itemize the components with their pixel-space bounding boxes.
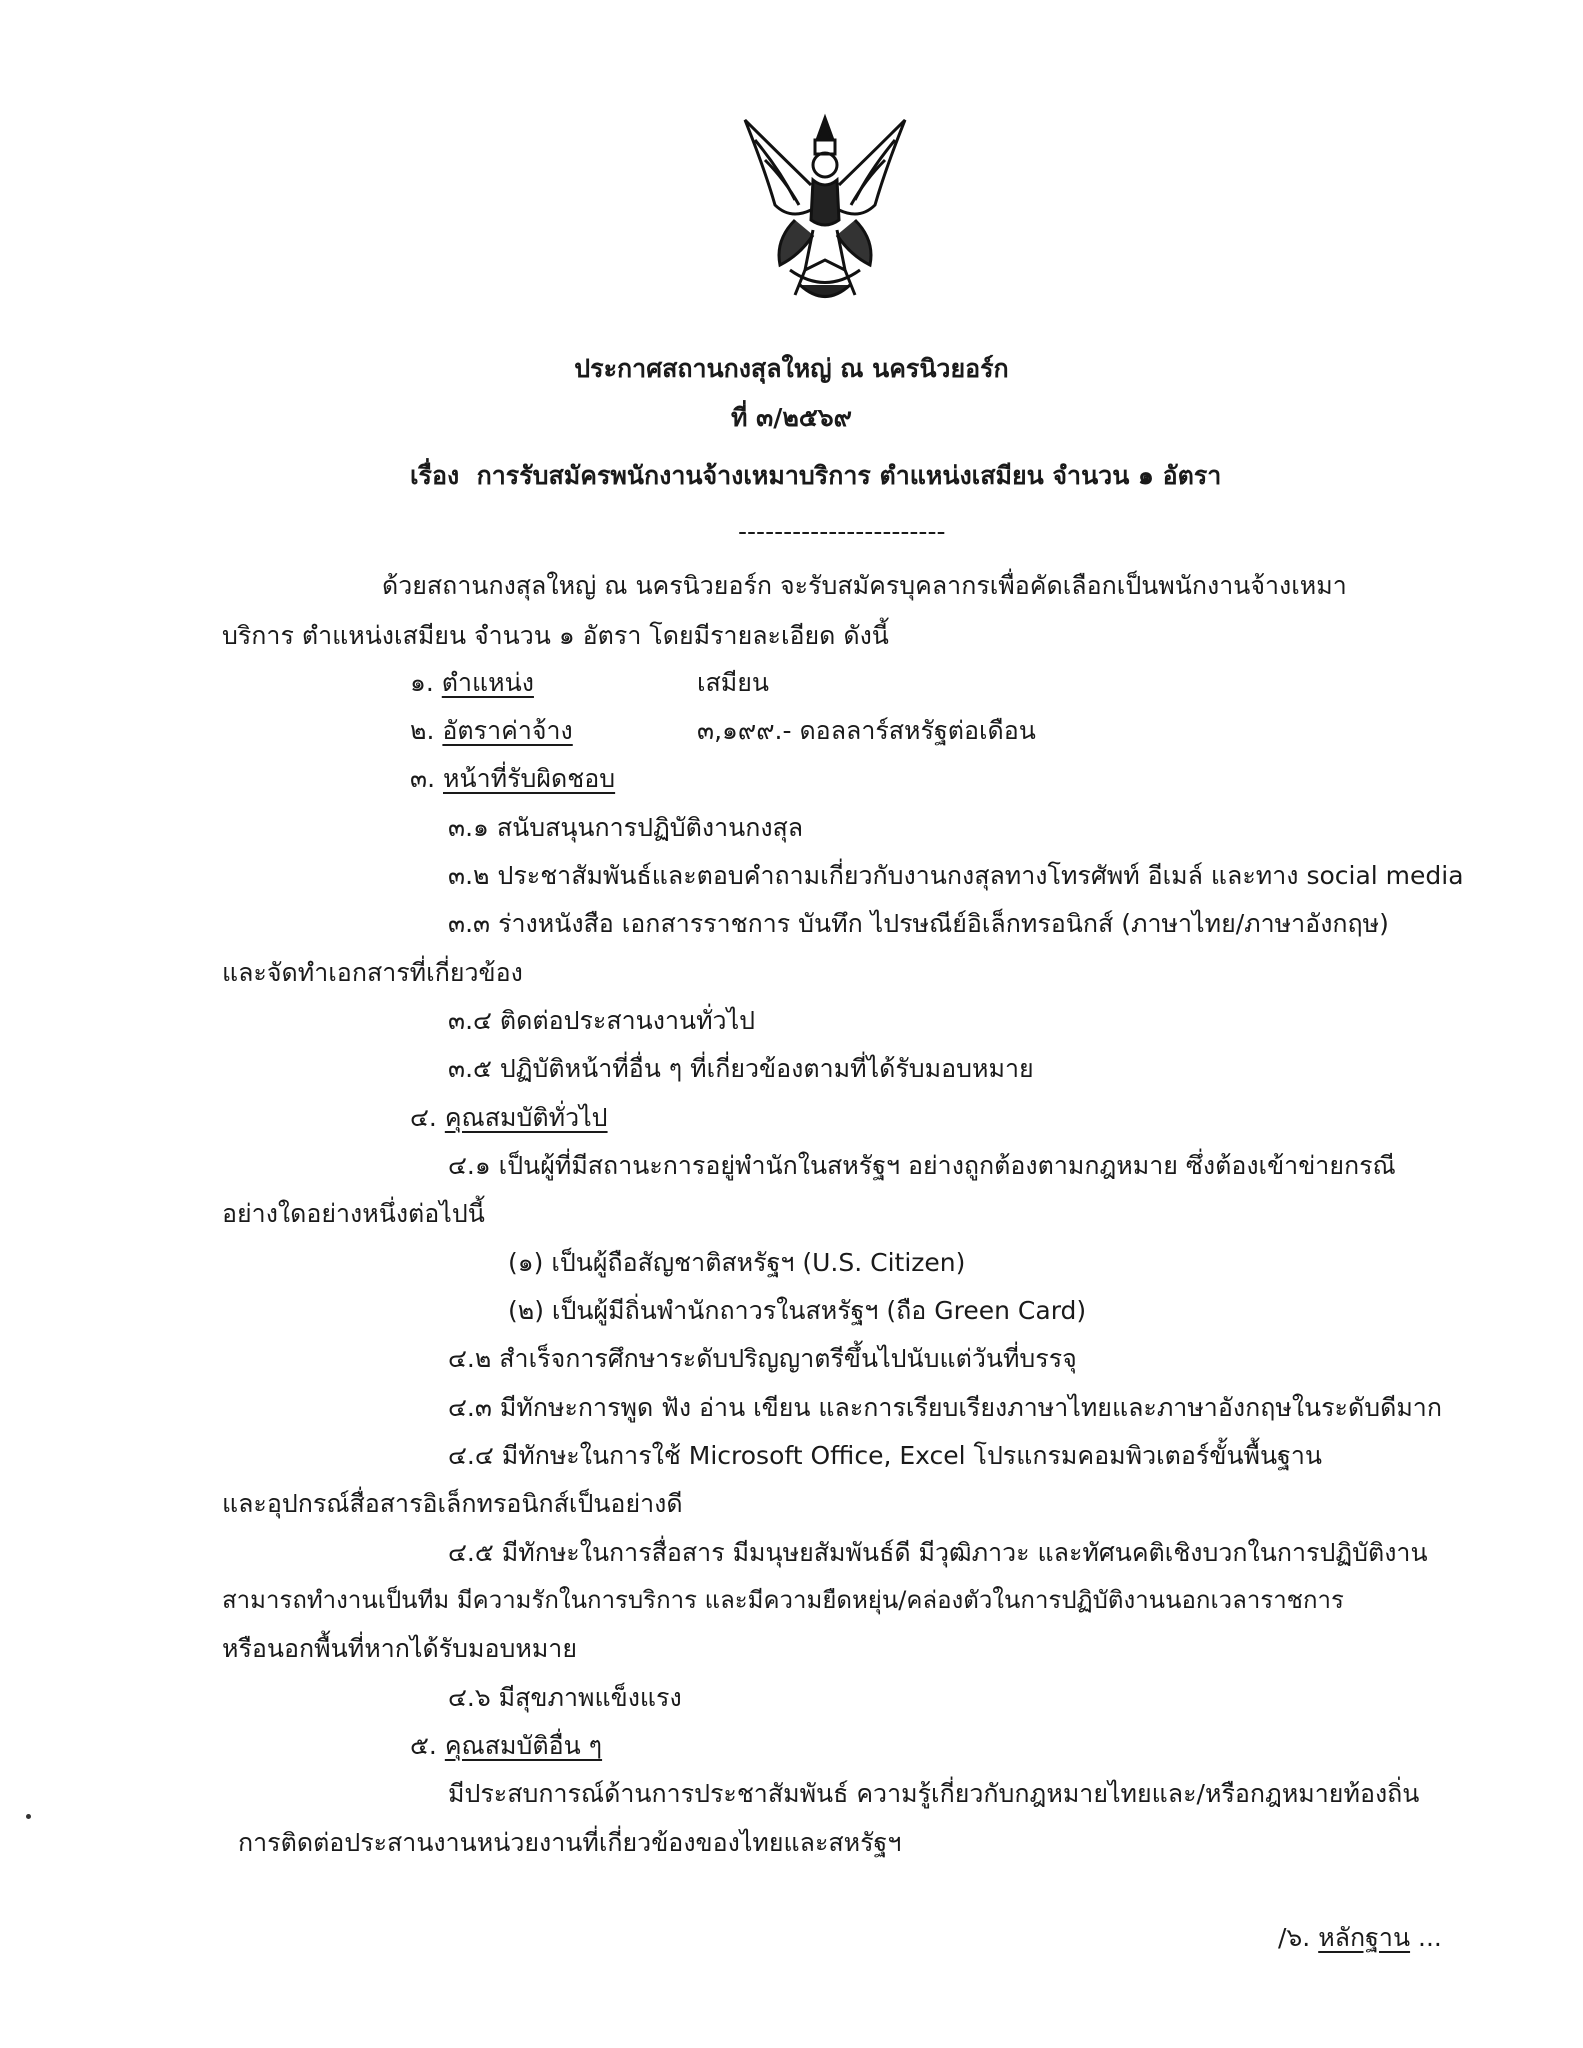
qualification-item: ๔.๖ มีสุขภาพแข็งแรง [448,1683,682,1712]
qualification-item: ๔.๓ มีทักษะการพูด ฟัง อ่าน เขียน และการเรียบเรียงภาษาไทยและภาษาอังกฤษในระดับดีมาก [448,1393,1442,1422]
duty-item-continued: และจัดทำเอกสารที่เกี่ยวข้อง [222,958,523,987]
header-divider: ----------------------- [738,517,946,546]
duty-item: ๓.๒ ประชาสัมพันธ์และตอบคำถามเกี่ยวกับงานกงสุลทางโทรศัพท์ อีเมล์ และทาง social media [448,861,1464,890]
qualification-sub-item: (๑) เป็นผู้ถือสัญชาติสหรัฐฯ (U.S. Citizen) [508,1248,966,1277]
garuda-emblem-icon [735,110,915,310]
announcement-title: ประกาศสถานกงสุลใหญ่ ณ นครนิวยอร์ก [574,354,1009,383]
qualification-item-continued: และอุปกรณ์สื่อสารอิเล็กทรอนิกส์เป็นอย่างดี [222,1489,683,1518]
section-wage [410,718,573,743]
intro-line-1: ด้วยสถานกงสุลใหญ่ ณ นครนิวยอร์ก จะรับสมัครบุคลากรเพื่อคัดเลือกเป็นพนักงานจ้างเหมา [382,571,1347,600]
section-heading: คุณสมบัติอื่น ๆ [444,1731,603,1760]
qualification-item-continued: สามารถทำงานเป็นทีม มีความรักในการบริการ และมีความยืดหยุ่น/คล่องตัวในการปฏิบัติงานนอกเวลาราชการ [222,1586,1344,1614]
wage-value: ๓,๑๙๙.- ดอลลาร์สหรัฐต่อเดือน [697,716,1036,745]
qualification-item-continued: อย่างใดอย่างหนึ่งต่อไปนี้ [222,1199,485,1228]
section-number: ๓. [410,764,436,793]
section-duties [410,766,615,791]
section-position [410,670,534,695]
qualification-item: ๔.๒ สำเร็จการศึกษาระดับปริญญาตรีขึ้นไปนับแต่วันที่บรรจุ [448,1344,1077,1373]
section-general-qualifications [410,1105,608,1130]
duty-item: ๓.๔ ติดต่อประสานงานทั่วไป [448,1006,756,1035]
qualification-item-continued: หรือนอกพื้นที่หากได้รับมอบหมาย [222,1634,577,1663]
duty-item: ๓.๓ ร่างหนังสือ เอกสารราชการ บันทึก ไปรษณีย์อิเล็กทรอนิกส์ (ภาษาไทย/ภาษาอังกฤษ) [448,909,1389,938]
section-number: ๔. [410,1103,437,1132]
subject-label: เรื่อง [410,461,460,490]
duty-item: ๓.๕ ปฏิบัติหน้าที่อื่น ๆ ที่เกี่ยวข้องตามที่ได้รับมอบหมาย [448,1054,1034,1083]
subject-text: การรับสมัครพนักงานจ้างเหมาบริการ ตำแหน่งเสมียน จำนวน ๑ อัตรา [476,461,1222,490]
section-other-qualifications [410,1733,602,1758]
section-number: ๒. [410,716,435,745]
section-heading: อัตราค่าจ้าง [442,716,573,745]
qualification-item: ๔.๕ มีทักษะในการสื่อสาร มีมนุษยสัมพันธ์ดี มีวุฒิภาวะ และทัศนคติเชิงบวกในการปฏิบัติงาน [448,1538,1428,1567]
qualification-sub-item: (๒) เป็นผู้มีถิ่นพำนักถาวรในสหรัฐฯ (ถือ Green Card) [508,1296,1087,1325]
qualification-item: ๔.๔ มีทักษะในการใช้ Microsoft Office, Excel โปรแกรมคอมพิวเตอร์ขั้นพื้นฐาน [448,1441,1323,1470]
section-heading: ตำแหน่ง [441,668,534,697]
scan-speck [26,1814,31,1819]
next-page-ellipsis: ... [1418,1923,1442,1952]
section-heading: หน้าที่รับผิดชอบ [443,764,616,793]
other-qualification-text: มีประสบการณ์ด้านการประชาสัมพันธ์ ความรู้เกี่ยวกับกฎหมายไทยและ/หรือกฎหมายท้องถิ่น [448,1779,1420,1808]
position-value: เสมียน [697,668,770,697]
announcement-number: ที่ ๓/๒๕๖๙ [731,403,852,432]
duty-item: ๓.๑ สนับสนุนการปฏิบัติงานกงสุล [448,813,804,842]
section-number: ๕. [410,1731,437,1760]
other-qualification-text-continued: การติดต่อประสานงานหน่วยงานที่เกี่ยวข้องของไทยและสหรัฐฯ [238,1828,902,1857]
section-number: ๑. [410,668,434,697]
next-page-number: /๖. [1278,1923,1311,1952]
next-page-marker [1278,1925,1442,1950]
section-heading: คุณสมบัติทั่วไป [444,1103,608,1132]
intro-line-2: บริการ ตำแหน่งเสมียน จำนวน ๑ อัตรา โดยมีรายละเอียด ดังนี้ [222,621,889,650]
announcement-subject [410,463,1221,488]
next-page-heading: หลักฐาน [1318,1923,1411,1952]
qualification-item: ๔.๑ เป็นผู้ที่มีสถานะการอยู่พำนักในสหรัฐฯ อย่างถูกต้องตามกฎหมาย ซึ่งต้องเข้าข่ายกรณี [448,1151,1396,1180]
